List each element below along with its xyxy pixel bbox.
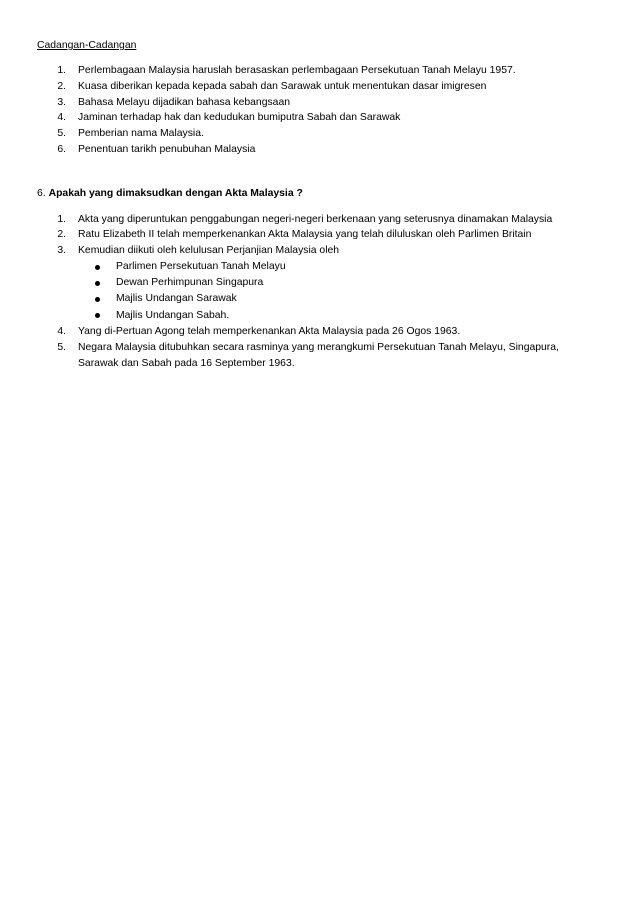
list-item-text: Kuasa diberikan kepada kepada sabah dan Sarawak untuk menentukan dasar imigresen xyxy=(78,81,487,92)
list-item-text: Penentuan tarikh penubuhan Malaysia xyxy=(78,144,256,155)
bullet-text: Parlimen Persekutuan Tanah Melayu xyxy=(116,261,286,272)
list-item-text: Perlembagaan Malaysia haruslah berasaskan perlembagaan Persekutuan Tanah Melayu 1957. xyxy=(78,65,516,76)
list-item-number: 4. xyxy=(57,326,66,337)
bullet-text: Dewan Perhimpunan Singapura xyxy=(116,277,264,288)
list-item-text-continued: Sarawak dan Sabah pada 16 September 1963. xyxy=(78,358,295,369)
list-item-text: Yang di-Pertuan Agong telah memperkenankan Akta Malaysia pada 26 Ogos 1963. xyxy=(78,326,461,337)
list-item-text: Akta yang diperuntukan penggabungan negeri-negeri berkenaan yang seterusnya dinamakan Malaysia xyxy=(78,214,553,225)
question-heading xyxy=(37,187,303,200)
list-item-number: 4. xyxy=(57,112,66,123)
bullet-text: Majlis Undangan Sarawak xyxy=(116,293,237,304)
list-item-text: Negara Malaysia ditubuhkan secara rasminya yang merangkumi Persekutuan Tanah Melayu, Singapura, xyxy=(78,342,559,353)
list-item-text: Pemberian nama Malaysia. xyxy=(78,128,204,139)
bullet-icon xyxy=(95,265,100,270)
list-item-number: 2. xyxy=(57,229,66,240)
bullet-icon xyxy=(95,313,100,318)
list-item-number: 1. xyxy=(57,214,66,225)
list-item-text: Kemudian diikuti oleh kelulusan Perjanjian Malaysia oleh xyxy=(78,245,340,256)
question-number: 6. xyxy=(37,188,46,199)
question-text: Apakah yang dimaksudkan dengan Akta Malaysia ? xyxy=(48,188,303,199)
section-heading: Cadangan-Cadangan xyxy=(37,40,137,51)
list-item-number: 2. xyxy=(57,81,66,92)
list-item-number: 5. xyxy=(57,342,66,353)
list-item-number: 3. xyxy=(57,245,66,256)
bullet-icon xyxy=(95,297,100,302)
list-item-number: 6. xyxy=(57,144,66,155)
bullet-text: Majlis Undangan Sabah. xyxy=(116,310,230,321)
list-item-number: 5. xyxy=(57,128,66,139)
list-item-number: 3. xyxy=(57,97,66,108)
list-item-text: Jaminan terhadap hak dan kedudukan bumiputra Sabah dan Sarawak xyxy=(78,112,401,123)
list-item-number: 1. xyxy=(57,65,66,76)
bullet-icon xyxy=(95,281,100,286)
list-item-text: Bahasa Melayu dijadikan bahasa kebangsaan xyxy=(78,97,291,108)
list-item-text: Ratu Elizabeth II telah memperkenankan Akta Malaysia yang telah diluluskan oleh Parlimen Britain xyxy=(78,229,532,240)
